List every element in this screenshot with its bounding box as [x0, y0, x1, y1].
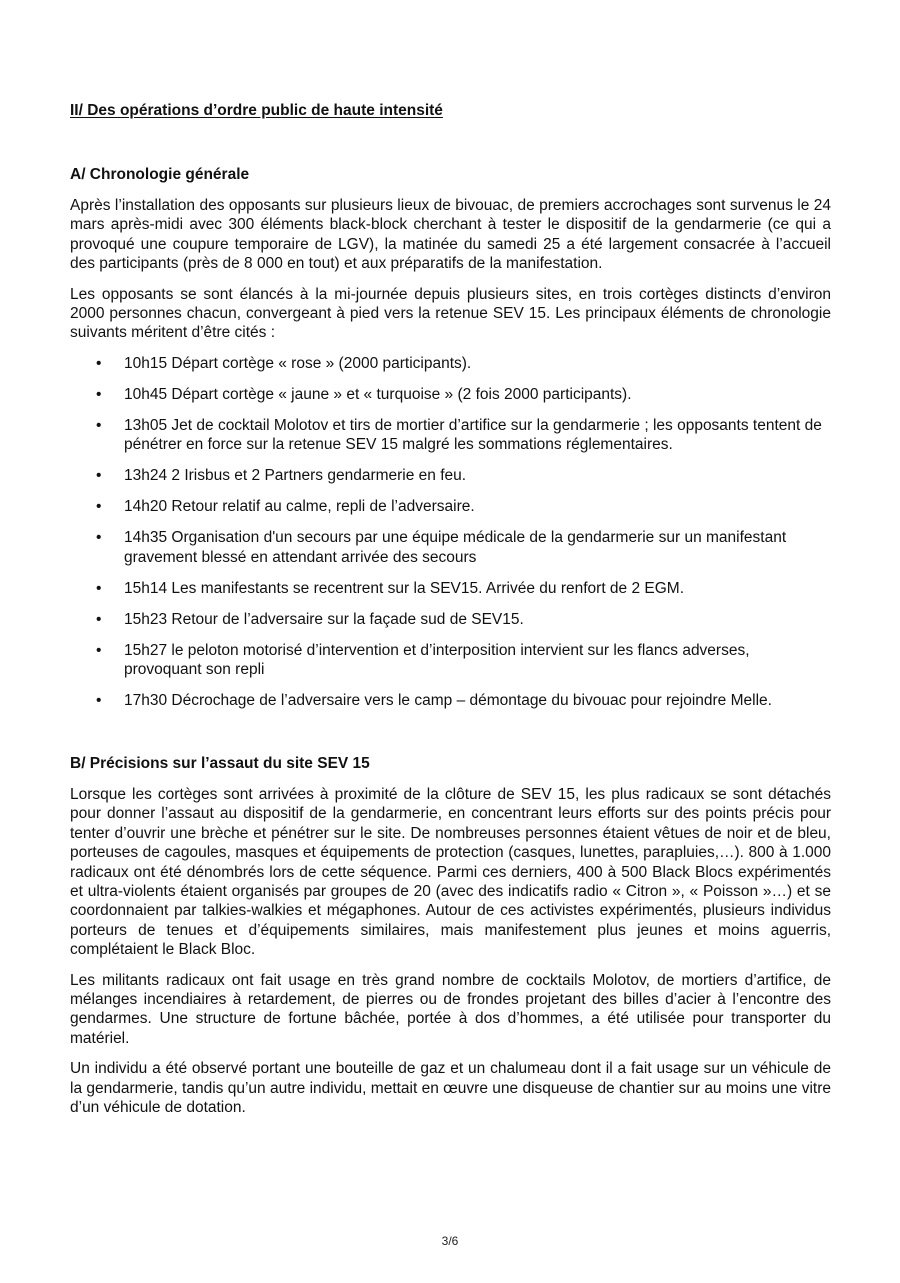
timeline-list [70, 354, 831, 711]
timeline-item: • 10h15 Départ cortège « rose » (2000 participants). [70, 354, 831, 373]
paragraph: Un individu a été observé portant une bouteille de gaz et un chalumeau dont il a fait usage sur un véhicule de la gendarmerie, tandis qu’un autre individu, mettait en œuvre une disqueuse de chantier sur au moins une vitre d’un véhicule de dotation. [70, 1060, 831, 1117]
page-number: 3/6 [441, 1234, 459, 1248]
paragraph: Après l’installation des opposants sur plusieurs lieux de bivouac, de premiers accrochages sont survenus le 24 mars après-midi avec 300 éléments black-block cherchant à tester le dispositif de la gendarmerie (ce qui a provoqué une coupure temporaire de LGV), la matinée du samedi 25 a été largement consacrée à l’accueil des participants (près de 8 000 en tout) et aux préparatifs de la manifestation. [70, 197, 831, 273]
main-heading: II/ Des opérations d’ordre public de haute intensité [70, 102, 443, 119]
timeline-item: • 15h27 le peloton motorisé d’intervention et d’interposition intervient sur les flancs adverses, provoquant son repli [70, 641, 831, 680]
section-assaut [70, 755, 831, 1129]
paragraph: Les militants radicaux ont fait usage en très grand nombre de cocktails Molotov, de mortiers d’artifice, de mélanges incendiaires à retardement, de pierres ou de frondes projetant des billes d’acier à l’encontre des gendarmes. Une structure de fortune bâchée, portée à dos d’hommes, a été utilisée pour transporter du matériel. [70, 971, 831, 1047]
section-a-title: A/ Chronologie générale [70, 166, 250, 183]
section-chronologie [70, 166, 831, 722]
paragraph: Lorsque les cortèges sont arrivées à proximité de la clôture de SEV 15, les plus radicaux se sont détachés pour donner l’assaut au dispositif de la gendarmerie, en concentrant leurs efforts sur des points précis pour tenter d’ouvrir une brèche et pénétrer sur le site. De nombreuses personnes étaient vêtues de noir et de bleu, porteuses de cagoules, masques et équipements de protection (casques, lunettes, parapluies,…). 800 à 1.000 radicaux ont été dénombrés lors de cette séquence. Parmi ces derniers, 400 à 500 Black Blocs expérimentés et ultra-violents étaient organisés par groupes de 20 (avec des indicatifs radio « Citron », « Poisson »…) et se coordonnaient par talkies-walkies et mégaphones. Autour de ces activistes expérimentés, plusieurs individus porteurs de tenues et d’équipements similaires, mais manifestement plus jeunes et moins aguerris, complétaient le Black Bloc. [70, 786, 831, 959]
timeline-item: • 13h24 2 Irisbus et 2 Partners gendarmerie en feu. [70, 466, 831, 485]
document-page [70, 0, 831, 1283]
timeline-item: • 17h30 Décrochage de l’adversaire vers le camp – démontage du bivouac pour rejoindre Melle. [70, 691, 831, 710]
timeline-item: • 15h14 Les manifestants se recentrent sur la SEV15. Arrivée du renfort de 2 EGM. [70, 579, 831, 598]
timeline-item: • 15h23 Retour de l’adversaire sur la façade sud de SEV15. [70, 610, 831, 629]
timeline-item: • 13h05 Jet de cocktail Molotov et tirs de mortier d’artifice sur la gendarmerie ; les opposants tentent de pénétrer en force sur la retenue SEV 15 malgré les sommations réglementaires. [70, 416, 831, 455]
section-b-title: B/ Précisions sur l’assaut du site SEV 15 [70, 755, 370, 772]
timeline-item: • 10h45 Départ cortège « jaune » et « turquoise » (2 fois 2000 participants). [70, 385, 831, 404]
timeline-item: • 14h20 Retour relatif au calme, repli de l’adversaire. [70, 497, 831, 516]
timeline-item: • 14h35 Organisation d'un secours par une équipe médicale de la gendarmerie sur un manifestant gravement blessé en attendant arrivée des secours [70, 528, 831, 567]
paragraph: Les opposants se sont élancés à la mi-journée depuis plusieurs sites, en trois cortèges distincts d’environ 2000 personnes chacun, convergeant à pied vers la retenue SEV 15. Les principaux éléments de chronologie suivants méritent d’être cités : [70, 285, 831, 342]
